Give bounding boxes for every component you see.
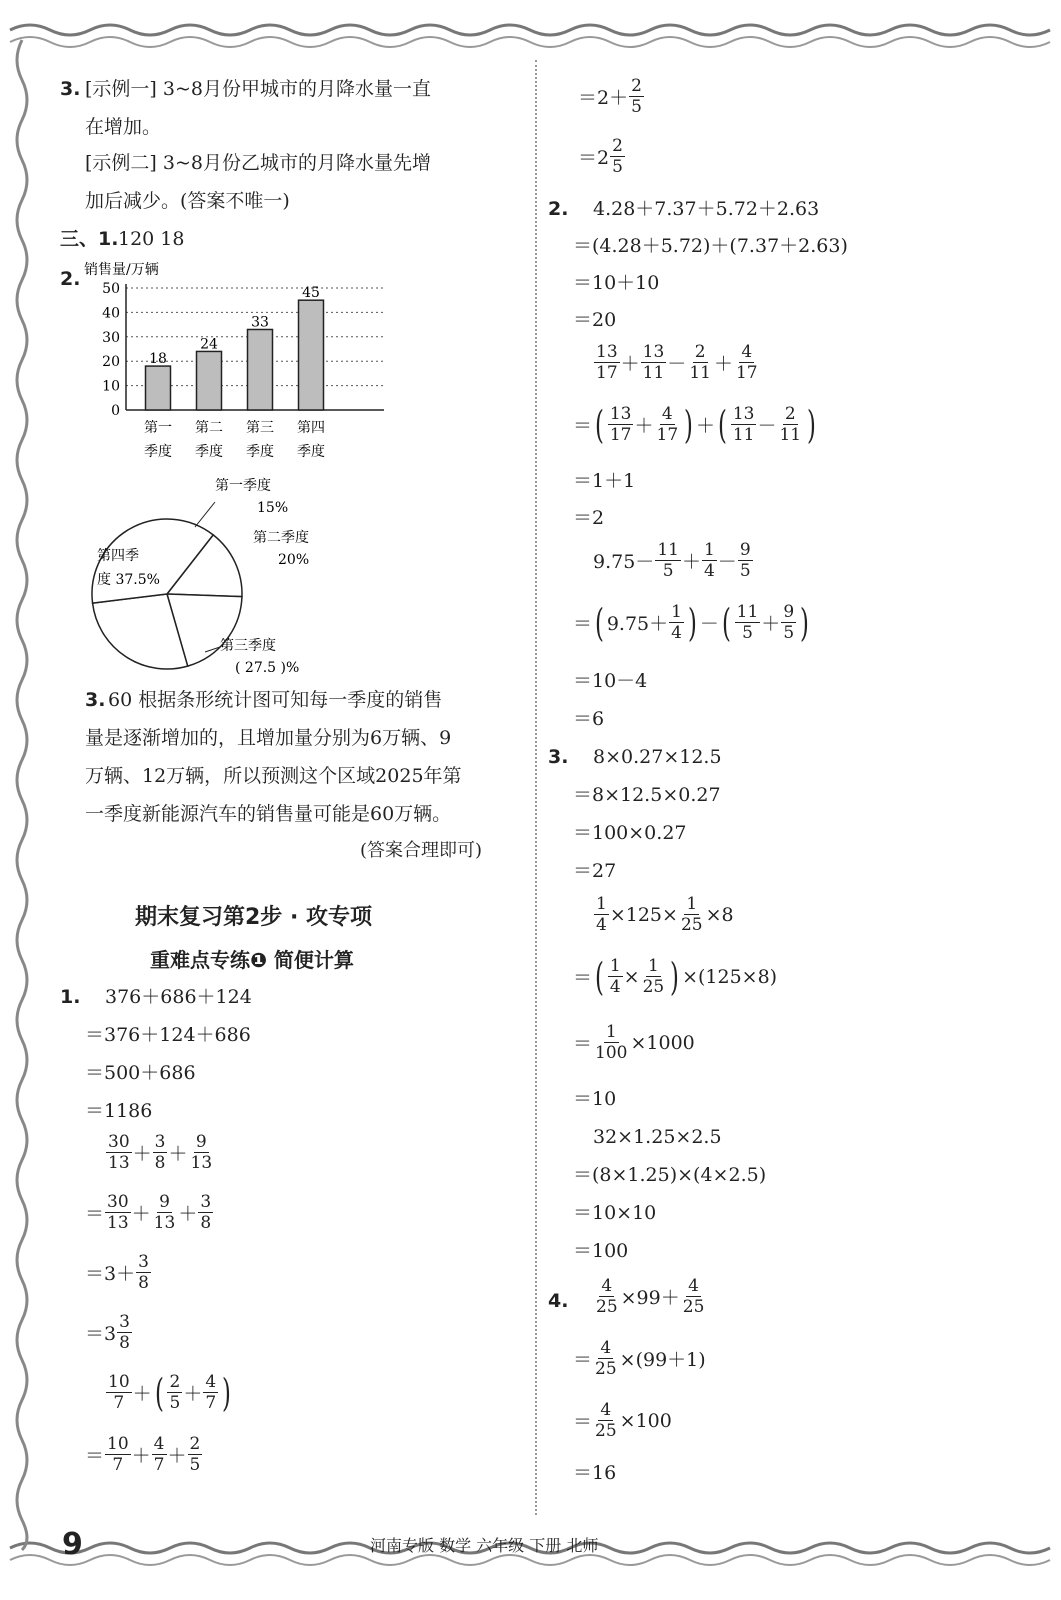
fraction: $\frac{1}{4}$	[671, 602, 682, 643]
q2-expr3-step1: ＝ ( 9.75＋ $\frac{1}{4}$ ) － ( $\frac{11}{5}$ ＋ $\frac{9}{5}$ )	[573, 600, 810, 645]
q4-step1: ＝ $\frac{4}{25}$ ×(99＋1)	[573, 1338, 706, 1379]
fraction: $\frac{4}{25}$	[595, 1400, 617, 1441]
bar	[197, 351, 222, 410]
fraction: $\frac{4}{25}$	[595, 1338, 617, 1379]
s3-q3-line4: 一季度新能源汽车的销售量可能是60万辆。	[85, 803, 452, 825]
q3r-line10: ＝(8×1.25)×(4×2.5)	[573, 1164, 767, 1186]
fraction: $\frac{11}{5}$	[657, 540, 679, 581]
q4-line4: ＝16	[573, 1462, 617, 1484]
fraction: $\frac{4}{25}$	[682, 1276, 705, 1317]
pie-percent: ( 27.5 )%	[235, 660, 300, 676]
q3r-line11: ＝10×10	[573, 1202, 657, 1224]
q2-line2: ＝(4.28＋5.72)＋(7.37＋2.63)	[573, 235, 848, 257]
s3-q1-answer: 120 18	[118, 228, 185, 250]
x-tick-label: 季度	[195, 444, 223, 460]
bar	[299, 300, 324, 410]
c1-expr3: $\frac{10}{7}$ ＋ ( $\frac{2}{5}$ ＋ $\frac{4}{7}$ )	[108, 1370, 232, 1415]
y-tick-label: 20	[102, 354, 120, 371]
q3-line3: [示例二] 3~8月份乙城市的月降水量先增	[85, 152, 431, 174]
q3r-line1: 8×0.27×12.5	[593, 746, 722, 768]
pie-label: 第三季度	[220, 638, 276, 654]
q3r-line9: 32×1.25×2.5	[593, 1126, 722, 1148]
fraction: $\frac{2}{11}$	[689, 342, 711, 383]
pie-percent: 15%	[257, 500, 289, 516]
pie-percent: 度 37.5%	[97, 572, 160, 588]
bar-value-label: 45	[302, 285, 320, 302]
q3r-expr2: $\frac{1}{4}$ ×125× $\frac{1}{25}$ ×8	[596, 894, 734, 935]
pie-chart	[75, 472, 375, 682]
x-tick-label: 第二	[195, 420, 223, 436]
fraction: $\frac{2}{11}$	[779, 404, 802, 445]
q4-label: 4.	[548, 1290, 569, 1312]
x-tick-label: 季度	[297, 444, 325, 460]
x-tick-label: 第一	[144, 420, 172, 436]
q3r-line8: ＝10	[573, 1088, 617, 1110]
s3-q3-line3: 万辆、12万辆，所以预测这个区域2025年第	[85, 765, 462, 787]
s3-q3-note: (答案合理即可)	[360, 840, 483, 861]
y-tick-label: 10	[102, 378, 120, 395]
q4-expr: $\frac{4}{25}$ ×99＋ $\frac{4}{25}$	[596, 1276, 705, 1317]
y-tick-label: 0	[111, 403, 120, 419]
c1-expr2-step3: ＝3 $\frac{3}{8}$	[85, 1312, 130, 1353]
fraction: $\frac{11}{5}$	[736, 602, 759, 643]
fraction: $\frac{3}{8}$	[200, 1192, 212, 1233]
fraction: $\frac{1}{4}$	[596, 894, 607, 935]
fraction: $\frac{4}{7}$	[153, 1434, 165, 1475]
q2-line7: ＝2	[573, 507, 605, 529]
q2-line1: 4.28＋7.37＋5.72＋2.63	[593, 198, 820, 220]
q2-label: 2.	[548, 198, 569, 220]
bar	[248, 329, 273, 410]
fraction: $\frac{2}{5}$	[189, 1434, 201, 1475]
fraction: $\frac{9}{13}$	[153, 1192, 176, 1233]
c1-line4: ＝1186	[85, 1100, 153, 1122]
q3r-line3: ＝100×0.27	[573, 822, 687, 844]
y-tick-label: 30	[102, 329, 120, 346]
c1-expr2-step1: ＝ $\frac{30}{13}$ ＋ $\frac{9}{13}$ ＋ $\frac{3}{8}$	[85, 1192, 212, 1233]
fraction: $\frac{10}{7}$	[107, 1434, 129, 1475]
q3r-line4: ＝27	[573, 860, 617, 882]
column-divider	[535, 60, 537, 1515]
pie-label: 第一季度	[215, 478, 271, 494]
q2-expr3: 9.75－ $\frac{11}{5}$ ＋ $\frac{1}{4}$ － $\frac{9}{5}$	[593, 540, 751, 581]
fraction: $\frac{13}{11}$	[732, 404, 755, 445]
fraction: $\frac{4}{17}$	[735, 342, 758, 383]
fraction: $\frac{10}{7}$	[108, 1372, 130, 1413]
s3-q3-line2: 量是逐渐增加的，且增加量分别为6万辆、9	[85, 727, 452, 749]
fraction: $\frac{13}{17}$	[596, 342, 618, 383]
q4-step2: ＝ $\frac{4}{25}$ ×100	[573, 1400, 672, 1441]
s3-q3-label: 3.	[85, 689, 106, 711]
fraction: $\frac{9}{5}$	[739, 540, 751, 581]
bar-value-label: 33	[251, 314, 269, 331]
q3-label: 3.	[60, 78, 81, 100]
pie-label: 第四季	[97, 548, 139, 564]
fraction: $\frac{3}{8}$	[154, 1132, 166, 1173]
fraction: $\frac{4}{7}$	[205, 1372, 217, 1413]
bar-chart	[78, 260, 408, 465]
x-tick-label: 季度	[246, 444, 274, 460]
fraction: $\frac{13}{17}$	[609, 404, 632, 445]
fraction: $\frac{1}{25}$	[680, 894, 703, 935]
q3-label-right: 3.	[548, 746, 569, 768]
r0-step1: ＝2＋ $\frac{2}{5}$	[578, 76, 642, 117]
fraction: $\frac{2}{5}$	[169, 1372, 181, 1413]
y-tick-label: 50	[102, 281, 120, 297]
q3r-expr2-step2: ＝ $\frac{1}{100}$ ×1000	[573, 1022, 695, 1063]
q2-line11: ＝6	[573, 708, 605, 730]
page-number: 9	[62, 1527, 83, 1562]
c1-expr3-step1: ＝ $\frac{10}{7}$ ＋ $\frac{4}{7}$ ＋ $\frac{2}{5}$	[85, 1434, 201, 1475]
c1-label: 1.	[60, 986, 81, 1008]
fraction: $\frac{30}{13}$	[108, 1132, 130, 1173]
c1-line1: 376＋686＋124	[105, 986, 252, 1008]
fraction: $\frac{3}{8}$	[138, 1252, 149, 1293]
fraction: $\frac{9}{13}$	[190, 1132, 213, 1173]
fraction: $\frac{1}{100}$	[595, 1022, 628, 1063]
s3-q1-label: 三、1.	[60, 228, 119, 250]
leader-line	[195, 502, 215, 527]
q3r-line2: ＝8×12.5×0.27	[573, 784, 721, 806]
fraction: $\frac{1}{25}$	[642, 956, 665, 997]
x-tick-label: 第三	[246, 420, 274, 436]
section-title: 期末复习第2步 · 攻专项	[135, 905, 372, 930]
fraction: $\frac{1}{4}$	[703, 540, 715, 581]
y-axis-label: 销售量/万辆	[84, 262, 159, 278]
section-subtitle: 重难点专练❶ 简便计算	[150, 948, 354, 972]
pie-label: 第二季度	[253, 530, 309, 546]
q2-line4: ＝20	[573, 309, 617, 331]
c1-line2: ＝376＋124＋686	[85, 1024, 251, 1046]
fraction: $\frac{4}{17}$	[656, 404, 679, 445]
pie-percent: 20%	[278, 552, 310, 568]
q2-expr2: $\frac{13}{17}$ ＋ $\frac{13}{11}$ － $\frac{2}{11}$ ＋ $\frac{4}{17}$	[596, 342, 758, 383]
bar-value-label: 24	[200, 336, 218, 353]
q3r-expr2-step1: ＝ ( $\frac{1}{4}$ × $\frac{1}{25}$ ) ×(125×8)	[573, 954, 778, 999]
fraction: $\frac{1}{4}$	[609, 956, 621, 997]
fraction: $\frac{2}{5}$	[631, 76, 642, 117]
x-tick-label: 第四	[297, 420, 325, 436]
s3-q2-label: 2.	[60, 268, 81, 290]
fraction: $\frac{30}{13}$	[107, 1192, 129, 1233]
bar	[146, 366, 171, 410]
fraction: $\frac{3}{8}$	[119, 1312, 130, 1353]
c1-line3: ＝500＋686	[85, 1062, 196, 1084]
s3-q3-line1: 60 根据条形统计图可知每一季度的销售	[108, 689, 443, 711]
c1-expr2: $\frac{30}{13}$ ＋ $\frac{3}{8}$ ＋ $\frac{9}{13}$	[108, 1132, 213, 1173]
q3r-line12: ＝100	[573, 1240, 629, 1262]
q3-line2: 在增加。	[85, 116, 162, 138]
q2-line6: ＝1＋1	[573, 470, 636, 492]
fraction: $\frac{13}{11}$	[642, 342, 665, 383]
q2-expr2-step1: ＝ ( $\frac{13}{17}$ ＋ $\frac{4}{17}$ ) ＋ ( $\frac{13}{11}$ － $\frac{2}{11}$ )	[573, 402, 816, 447]
x-tick-label: 季度	[144, 444, 172, 460]
fraction: $\frac{9}{5}$	[783, 602, 795, 643]
q3-line4: 加后减少。(答案不唯一)	[85, 190, 290, 212]
bar-value-label: 18	[149, 351, 167, 368]
q3-line1: [示例一] 3~8月份甲城市的月降水量一直	[85, 78, 431, 100]
q2-line10: ＝10－4	[573, 670, 648, 692]
footer-info: 河南专版 数学 六年级 下册 北师	[370, 1536, 599, 1555]
fraction: $\frac{2}{5}$	[612, 136, 623, 177]
r0-step2: ＝2 $\frac{2}{5}$	[578, 136, 623, 177]
y-tick-label: 40	[102, 305, 120, 322]
fraction: $\frac{4}{25}$	[596, 1276, 618, 1317]
c1-expr2-step2: ＝3＋ $\frac{3}{8}$	[85, 1252, 149, 1293]
q2-line3: ＝10＋10	[573, 272, 660, 294]
